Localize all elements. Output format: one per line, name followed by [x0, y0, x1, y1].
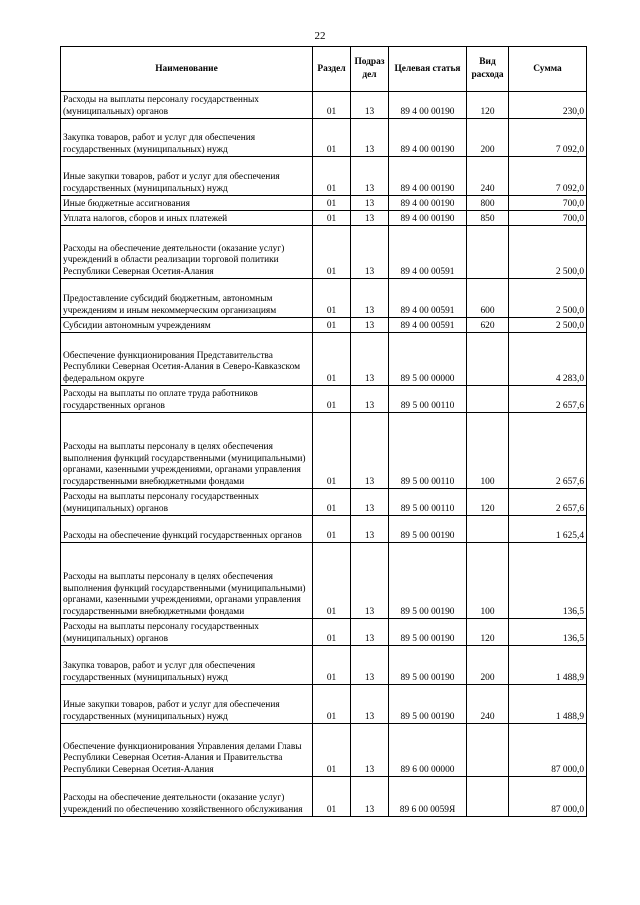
row-kind-cell [467, 777, 509, 817]
row-target-cell: 89 4 00 00190 [389, 157, 467, 196]
row-kind-cell: 200 [467, 119, 509, 157]
row-subsection-cell: 13 [351, 619, 389, 646]
row-subsection-cell: 13 [351, 777, 389, 817]
row-sum-cell: 136,5 [509, 619, 587, 646]
row-kind-cell: 600 [467, 279, 509, 318]
row-target-cell: 89 5 00 00190 [389, 619, 467, 646]
row-subsection-cell: 13 [351, 543, 389, 619]
header-section: Раздел [313, 47, 351, 92]
header-target: Целевая статья [389, 47, 467, 92]
table-row [61, 157, 587, 196]
row-section-cell: 01 [313, 226, 351, 279]
row-kind-cell: 120 [467, 619, 509, 646]
row-subsection-cell: 13 [351, 279, 389, 318]
row-subsection-cell: 13 [351, 92, 389, 119]
row-section-cell: 01 [313, 646, 351, 685]
row-name-cell: Иные бюджетные ассигнования [61, 196, 313, 211]
row-sum-cell: 2 500,0 [509, 226, 587, 279]
row-section-cell: 01 [313, 619, 351, 646]
row-subsection-cell: 13 [351, 724, 389, 777]
row-kind-cell [467, 333, 509, 386]
row-name-cell: Иные закупки товаров, работ и услуг для обеспечения государственных (муниципальных) нужд [61, 685, 313, 724]
row-subsection-cell: 13 [351, 196, 389, 211]
row-section-cell: 01 [313, 685, 351, 724]
row-sum-cell: 136,5 [509, 543, 587, 619]
row-kind-cell: 200 [467, 646, 509, 685]
row-sum-cell: 2 657,6 [509, 386, 587, 413]
row-sum-cell: 700,0 [509, 196, 587, 211]
row-subsection-cell: 13 [351, 516, 389, 543]
row-kind-cell: 850 [467, 211, 509, 226]
row-target-cell: 89 4 00 00190 [389, 119, 467, 157]
row-name-cell: Иные закупки товаров, работ и услуг для обеспечения государственных (муниципальных) нужд [61, 157, 313, 196]
table-row [61, 386, 587, 413]
table-row [61, 318, 587, 333]
row-subsection-cell: 13 [351, 386, 389, 413]
row-name-cell: Расходы на обеспечение функций государственных органов [61, 516, 313, 543]
row-section-cell: 01 [313, 516, 351, 543]
row-target-cell: 89 5 00 00110 [389, 489, 467, 516]
row-section-cell: 01 [313, 333, 351, 386]
row-section-cell: 01 [313, 196, 351, 211]
row-sum-cell: 2 500,0 [509, 318, 587, 333]
row-target-cell: 89 4 00 00591 [389, 279, 467, 318]
table-row [61, 226, 587, 279]
row-kind-cell [467, 226, 509, 279]
row-target-cell: 89 4 00 00190 [389, 211, 467, 226]
row-section-cell: 01 [313, 413, 351, 489]
row-target-cell: 89 4 00 00190 [389, 92, 467, 119]
row-name-cell: Расходы на выплаты персоналу в целях обеспечения выполнения функций государственными (муниципальными) органами, казенными учреждениями, органами управления государственными внебюджетными фондами [61, 543, 313, 619]
row-sum-cell: 230,0 [509, 92, 587, 119]
table-row [61, 646, 587, 685]
table-row [61, 211, 587, 226]
row-subsection-cell: 13 [351, 157, 389, 196]
header-kind: Вид расхода [467, 47, 509, 92]
row-kind-cell: 100 [467, 543, 509, 619]
row-sum-cell: 4 283,0 [509, 333, 587, 386]
row-kind-cell [467, 516, 509, 543]
row-kind-cell: 800 [467, 196, 509, 211]
table-row [61, 619, 587, 646]
row-name-cell: Расходы на обеспечение деятельности (оказание услуг) учреждений по обеспечению хозяйственного обслуживания [61, 777, 313, 817]
row-target-cell: 89 4 00 00591 [389, 318, 467, 333]
row-name-cell: Предоставление субсидий бюджетным, автономным учреждениям и иным некоммерческим организациям [61, 279, 313, 318]
row-kind-cell: 240 [467, 685, 509, 724]
row-sum-cell: 7 092,0 [509, 119, 587, 157]
row-sum-cell: 2 500,0 [509, 279, 587, 318]
table-row [61, 543, 587, 619]
row-subsection-cell: 13 [351, 318, 389, 333]
row-section-cell: 01 [313, 211, 351, 226]
table-row [61, 196, 587, 211]
row-sum-cell: 1 625,4 [509, 516, 587, 543]
row-section-cell: 01 [313, 157, 351, 196]
row-subsection-cell: 13 [351, 211, 389, 226]
row-name-cell: Расходы на выплаты по оплате труда работников государственных органов [61, 386, 313, 413]
table-row [61, 777, 587, 817]
row-target-cell: 89 5 00 00190 [389, 516, 467, 543]
row-subsection-cell: 13 [351, 489, 389, 516]
row-name-cell: Обеспечение функционирования Управления делами Главы Республики Северная Осетия-Алания и Правительства Республики Северная Осетия-Алания [61, 724, 313, 777]
row-section-cell: 01 [313, 279, 351, 318]
row-section-cell: 01 [313, 318, 351, 333]
row-kind-cell: 100 [467, 413, 509, 489]
row-section-cell: 01 [313, 543, 351, 619]
row-name-cell: Субсидии автономным учреждениям [61, 318, 313, 333]
row-subsection-cell: 13 [351, 119, 389, 157]
row-target-cell: 89 5 00 00000 [389, 333, 467, 386]
header-subsection: Подраз дел [351, 47, 389, 92]
row-name-cell: Закупка товаров, работ и услуг для обеспечения государственных (муниципальных) нужд [61, 646, 313, 685]
table-row [61, 516, 587, 543]
row-sum-cell: 2 657,6 [509, 413, 587, 489]
row-kind-cell: 120 [467, 92, 509, 119]
row-name-cell: Обеспечение функционирования Представительства Республики Северная Осетия-Алания в Северо-Кавказском федеральном округе [61, 333, 313, 386]
row-kind-cell: 240 [467, 157, 509, 196]
row-kind-cell [467, 386, 509, 413]
row-sum-cell: 87 000,0 [509, 777, 587, 817]
table-row [61, 489, 587, 516]
table-row [61, 685, 587, 724]
table-row [61, 92, 587, 119]
row-subsection-cell: 13 [351, 646, 389, 685]
row-section-cell: 01 [313, 724, 351, 777]
row-name-cell: Уплата налогов, сборов и иных платежей [61, 211, 313, 226]
row-target-cell: 89 5 00 00110 [389, 386, 467, 413]
row-name-cell: Расходы на выплаты персоналу государственных (муниципальных) органов [61, 489, 313, 516]
table-row [61, 119, 587, 157]
row-section-cell: 01 [313, 92, 351, 119]
row-sum-cell: 700,0 [509, 211, 587, 226]
row-subsection-cell: 13 [351, 685, 389, 724]
row-sum-cell: 2 657,6 [509, 489, 587, 516]
row-subsection-cell: 13 [351, 413, 389, 489]
row-section-cell: 01 [313, 386, 351, 413]
header-name: Наименование [61, 47, 313, 92]
row-sum-cell: 1 488,9 [509, 685, 587, 724]
row-section-cell: 01 [313, 489, 351, 516]
row-target-cell: 89 5 00 00190 [389, 543, 467, 619]
table-header-row [61, 47, 587, 92]
row-section-cell: 01 [313, 119, 351, 157]
row-target-cell: 89 4 00 00190 [389, 196, 467, 211]
row-target-cell: 89 5 00 00190 [389, 685, 467, 724]
table-row [61, 413, 587, 489]
row-subsection-cell: 13 [351, 333, 389, 386]
row-target-cell: 89 5 00 00110 [389, 413, 467, 489]
row-name-cell: Расходы на обеспечение деятельности (оказание услуг) учреждений в области реализации торговой политики Республики Северная Осетия-Алания [61, 226, 313, 279]
table-row [61, 333, 587, 386]
row-target-cell: 89 5 00 00190 [389, 646, 467, 685]
row-sum-cell: 87 000,0 [509, 724, 587, 777]
header-sum: Сумма [509, 47, 587, 92]
row-name-cell: Закупка товаров, работ и услуг для обеспечения государственных (муниципальных) нужд [61, 119, 313, 157]
table-row [61, 724, 587, 777]
row-target-cell: 89 4 00 00591 [389, 226, 467, 279]
row-section-cell: 01 [313, 777, 351, 817]
row-kind-cell [467, 724, 509, 777]
row-subsection-cell: 13 [351, 226, 389, 279]
row-name-cell: Расходы на выплаты персоналу государственных (муниципальных) органов [61, 92, 313, 119]
row-sum-cell: 7 092,0 [509, 157, 587, 196]
page-number: 22 [314, 30, 326, 42]
row-sum-cell: 1 488,9 [509, 646, 587, 685]
row-name-cell: Расходы на выплаты персоналу в целях обеспечения выполнения функций государственными (муниципальными) органами, казенными учреждениями, органами управления государственными внебюджетными фондами [61, 413, 313, 489]
budget-table [60, 46, 587, 817]
row-target-cell: 89 6 00 0059Я [389, 777, 467, 817]
row-kind-cell: 620 [467, 318, 509, 333]
row-name-cell: Расходы на выплаты персоналу государственных (муниципальных) органов [61, 619, 313, 646]
table-row [61, 279, 587, 318]
row-kind-cell: 120 [467, 489, 509, 516]
row-target-cell: 89 6 00 00000 [389, 724, 467, 777]
